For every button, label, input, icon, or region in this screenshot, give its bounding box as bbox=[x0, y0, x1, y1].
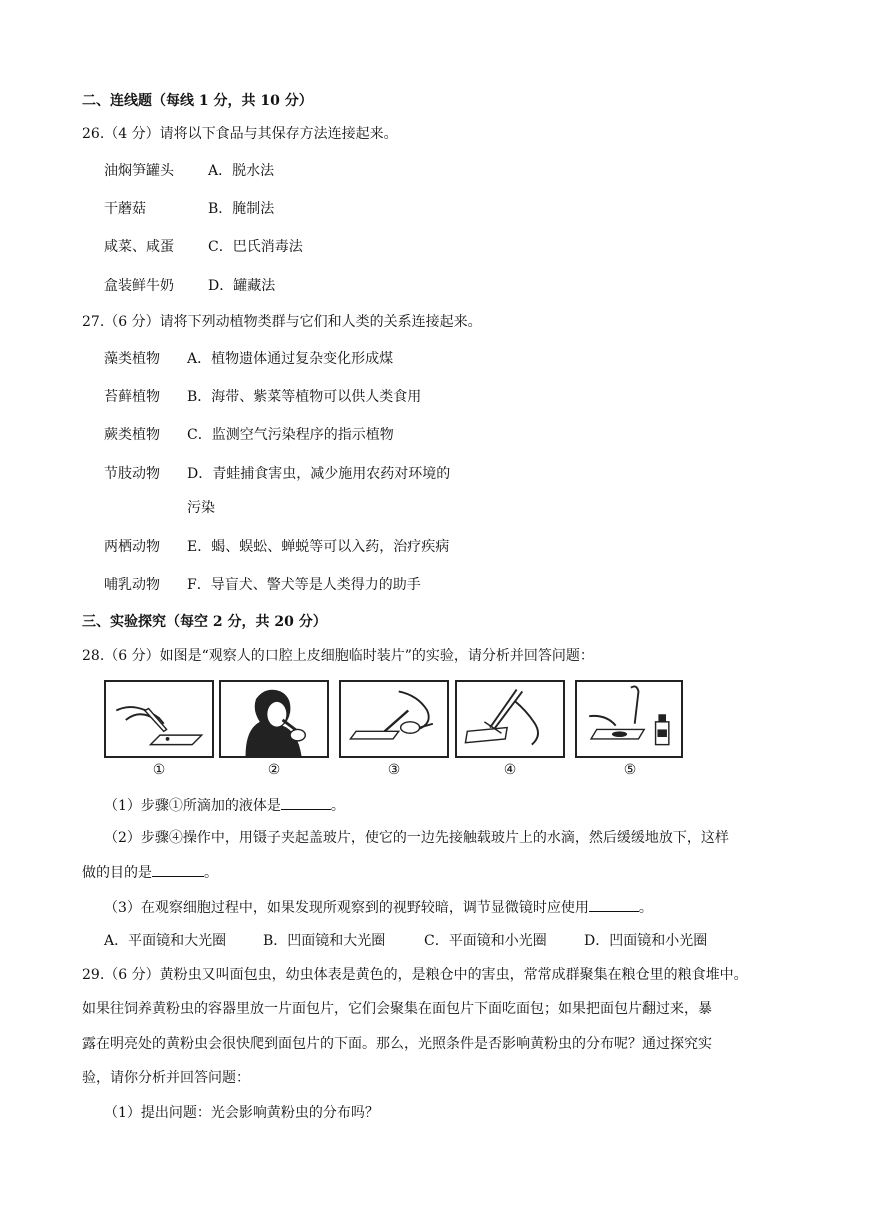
section-heading: 二、连线题（每线 1 分，共 10 分） bbox=[82, 93, 313, 109]
relation-item-continuation: 污染 bbox=[187, 500, 215, 516]
step-5-illustration bbox=[575, 680, 683, 758]
sub-question-1-text: （1）步骤①所滴加的液体是 bbox=[104, 798, 281, 814]
relation-item: C．监测空气污染程序的指示植物 bbox=[187, 427, 394, 443]
organism-group: 藻类植物 bbox=[104, 351, 160, 367]
step-3-illustration bbox=[339, 680, 449, 758]
sub-question-2-line-2 bbox=[82, 862, 218, 883]
question-28-stem: 28.（6 分）如图是“观察人的口腔上皮细胞临时装片”的实验，请分析并回答问题： bbox=[82, 648, 594, 664]
relation-item: F．导盲犬、警犬等是人类得力的助手 bbox=[187, 577, 421, 593]
option-c: C．平面镜和小光圈 bbox=[424, 933, 547, 949]
method-item: A．脱水法 bbox=[208, 163, 275, 179]
answer-blank[interactable] bbox=[281, 795, 331, 810]
sub-question-3-text: （3）在观察细胞过程中，如果发现所观察到的视野较暗，调节显微镜时应使用 bbox=[104, 900, 589, 916]
relation-item: B．海带、紫菜等植物可以供人类食用 bbox=[187, 389, 422, 405]
sub-question-1-end: 。 bbox=[330, 798, 345, 814]
section-heading: 三、实验探究（每空 2 分，共 20 分） bbox=[82, 614, 327, 630]
step-label: ② bbox=[267, 762, 281, 778]
relation-item: A．植物遗体通过复杂变化形成煤 bbox=[187, 351, 394, 367]
staining-with-dropper-icon bbox=[577, 682, 681, 756]
organism-group: 节肢动物 bbox=[104, 466, 160, 482]
step-4-illustration bbox=[455, 680, 565, 758]
method-item: C．巴氏消毒法 bbox=[208, 239, 303, 255]
smearing-on-slide-icon bbox=[341, 682, 447, 756]
sub-question-2-end: 。 bbox=[204, 865, 218, 881]
step-label: ④ bbox=[503, 762, 517, 778]
food-item: 干蘑菇 bbox=[104, 201, 146, 217]
question-29-line-3: 露在明亮处的黄粉虫会很快爬到面包片的下面。那么，光照条件是否影响黄粉虫的分布呢？通过探究实 bbox=[82, 1036, 712, 1052]
food-item: 油焖笋罐头 bbox=[104, 163, 174, 179]
answer-blank[interactable] bbox=[589, 897, 639, 912]
question-29-line-1: 29.（6 分）黄粉虫又叫面包虫，幼虫体表是黄色的，是粮仓中的害虫，常常成群聚集在粮仓里的粮食堆中。 bbox=[82, 967, 748, 983]
method-item: D．罐藏法 bbox=[208, 278, 276, 294]
question-29-line-2: 如果往饲养黄粉虫的容器里放一片面包片，它们会聚集在面包片下面吃面包；如果把面包片翻过来，暴 bbox=[82, 1001, 712, 1017]
organism-group: 蕨类植物 bbox=[104, 427, 160, 443]
food-item: 盒装鲜牛奶 bbox=[104, 278, 174, 294]
person-scraping-cheek-icon bbox=[221, 682, 327, 756]
relation-item: D．青蛙捕食害虫，减少施用农药对环境的 bbox=[187, 466, 451, 482]
sub-question-2-line-1: （2）步骤④操作中，用镊子夹起盖玻片，使它的一边先接触载玻片上的水滴，然后缓缓地放下，这样 bbox=[104, 830, 729, 846]
food-item: 咸菜、咸蛋 bbox=[104, 239, 174, 255]
step-label: ⑤ bbox=[623, 762, 637, 778]
step-label: ① bbox=[152, 762, 166, 778]
question-29-sub-1: （1）提出问题：光会影响黄粉虫的分布吗？ bbox=[104, 1105, 379, 1121]
step-label: ③ bbox=[387, 762, 401, 778]
step-2-illustration bbox=[219, 680, 329, 758]
answer-blank[interactable] bbox=[152, 862, 204, 877]
organism-group: 苔藓植物 bbox=[104, 389, 160, 405]
sub-question-1 bbox=[104, 795, 345, 816]
relation-item: E．蝎、蜈蚣、蝉蜕等可以入药，治疗疾病 bbox=[187, 539, 450, 555]
question-27-stem: 27.（6 分）请将下列动植物类群与它们和人类的关系连接起来。 bbox=[82, 314, 482, 330]
sub-question-2-text: 做的目的是 bbox=[82, 865, 152, 881]
option-a: A．平面镜和大光圈 bbox=[104, 933, 227, 949]
organism-group: 哺乳动物 bbox=[104, 577, 160, 593]
option-d: D．凹面镜和小光圈 bbox=[584, 933, 708, 949]
step-1-illustration bbox=[104, 680, 214, 758]
question-29-line-4: 验，请你分析并回答问题： bbox=[82, 1070, 250, 1086]
sub-question-3 bbox=[104, 897, 653, 918]
dropper-on-slide-icon bbox=[106, 682, 212, 756]
option-b: B．凹面镜和大光圈 bbox=[263, 933, 386, 949]
organism-group: 两栖动物 bbox=[104, 539, 160, 555]
sub-question-3-end: 。 bbox=[638, 900, 653, 916]
tweezers-cover-slip-icon bbox=[457, 682, 563, 756]
question-26-stem: 26.（4 分）请将以下食品与其保存方法连接起来。 bbox=[82, 126, 398, 142]
method-item: B．腌制法 bbox=[208, 201, 275, 217]
